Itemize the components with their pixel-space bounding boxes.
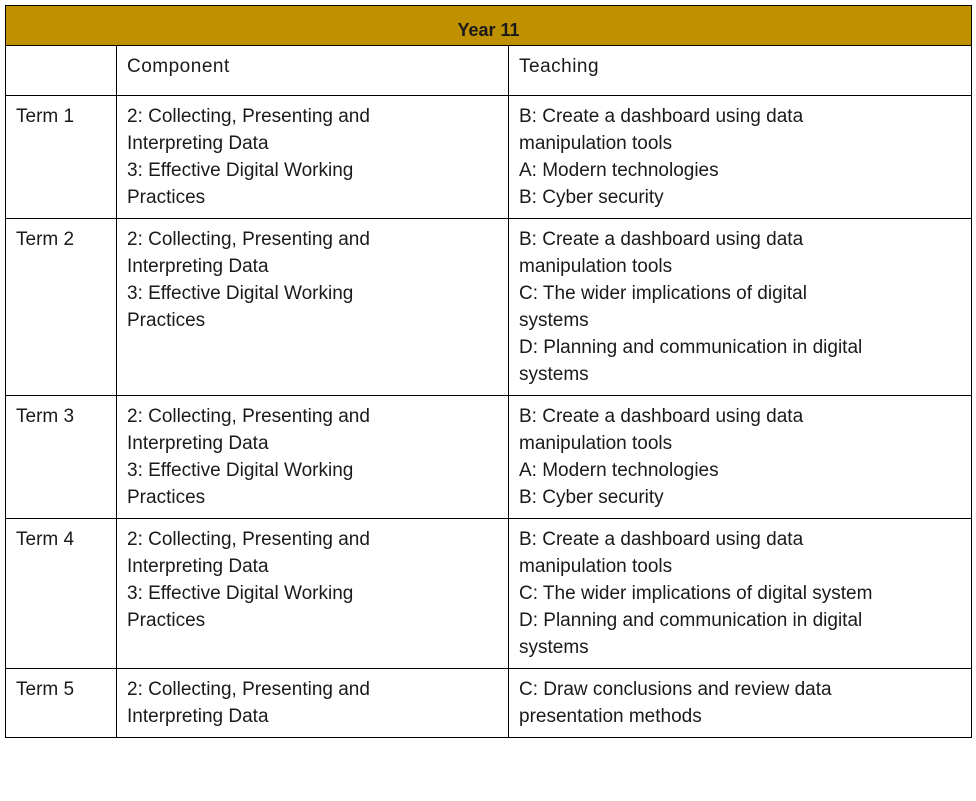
teaching-cell [509,519,972,669]
component-cell [117,396,509,519]
header-blank [6,46,117,96]
header-component: Component [117,46,509,96]
table-row [6,96,972,219]
teaching-line: manipulation tools [519,256,673,277]
header-row [6,46,972,96]
component-line: Interpreting Data [127,706,269,727]
teaching-line: manipulation tools [519,556,673,577]
component-line: 3: Effective Digital Working [127,283,354,304]
teaching-line: B: Cyber security [519,187,664,208]
term-cell: Term 4 [6,519,117,669]
teaching-cell [509,96,972,219]
teaching-cell [509,219,972,396]
table-row [6,669,972,738]
teaching-line: D: Planning and communication in digital [519,610,863,631]
table-row [6,519,972,669]
teaching-line: manipulation tools [519,133,673,154]
teaching-line: A: Modern technologies [519,160,719,181]
teaching-line: B: Create a dashboard using data [519,529,804,550]
teaching-line: D: Planning and communication in digital [519,337,863,358]
teaching-line: B: Cyber security [519,487,664,508]
curriculum-table [5,5,972,738]
table-row [6,396,972,519]
teaching-line: C: Draw conclusions and review data [519,679,832,700]
component-line: Interpreting Data [127,133,269,154]
title-row [6,6,972,46]
component-line: Practices [127,310,206,331]
component-line: 3: Effective Digital Working [127,583,354,604]
component-line: Practices [127,487,206,508]
component-line: Interpreting Data [127,256,269,277]
teaching-line: A: Modern technologies [519,460,719,481]
component-cell [117,519,509,669]
component-cell [117,96,509,219]
term-cell: Term 1 [6,96,117,219]
teaching-line: B: Create a dashboard using data [519,406,804,427]
component-line: 3: Effective Digital Working [127,460,354,481]
component-line: Practices [127,187,206,208]
component-line: Interpreting Data [127,556,269,577]
component-line: 2: Collecting, Presenting and [127,406,370,427]
teaching-line: systems [519,364,589,385]
teaching-cell [509,396,972,519]
component-line: Practices [127,610,206,631]
teaching-line: B: Create a dashboard using data [519,229,804,250]
teaching-line: C: The wider implications of digital [519,283,807,304]
component-line: 2: Collecting, Presenting and [127,529,370,550]
term-cell: Term 3 [6,396,117,519]
teaching-line: systems [519,310,589,331]
component-line: 2: Collecting, Presenting and [127,106,370,127]
component-cell [117,669,509,738]
teaching-cell [509,669,972,738]
component-line: Interpreting Data [127,433,269,454]
teaching-line: presentation methods [519,706,702,727]
teaching-line: B: Create a dashboard using data [519,106,804,127]
table-body [6,96,972,738]
teaching-line: systems [519,637,589,658]
component-line: 2: Collecting, Presenting and [127,679,370,700]
component-cell [117,219,509,396]
header-teaching: Teaching [509,46,972,96]
teaching-line: manipulation tools [519,433,673,454]
component-line: 3: Effective Digital Working [127,160,354,181]
term-cell: Term 2 [6,219,117,396]
component-line: 2: Collecting, Presenting and [127,229,370,250]
term-cell: Term 5 [6,669,117,738]
teaching-line: C: The wider implications of digital system [519,583,873,604]
table-row [6,219,972,396]
table-title: Year 11 [6,6,972,46]
